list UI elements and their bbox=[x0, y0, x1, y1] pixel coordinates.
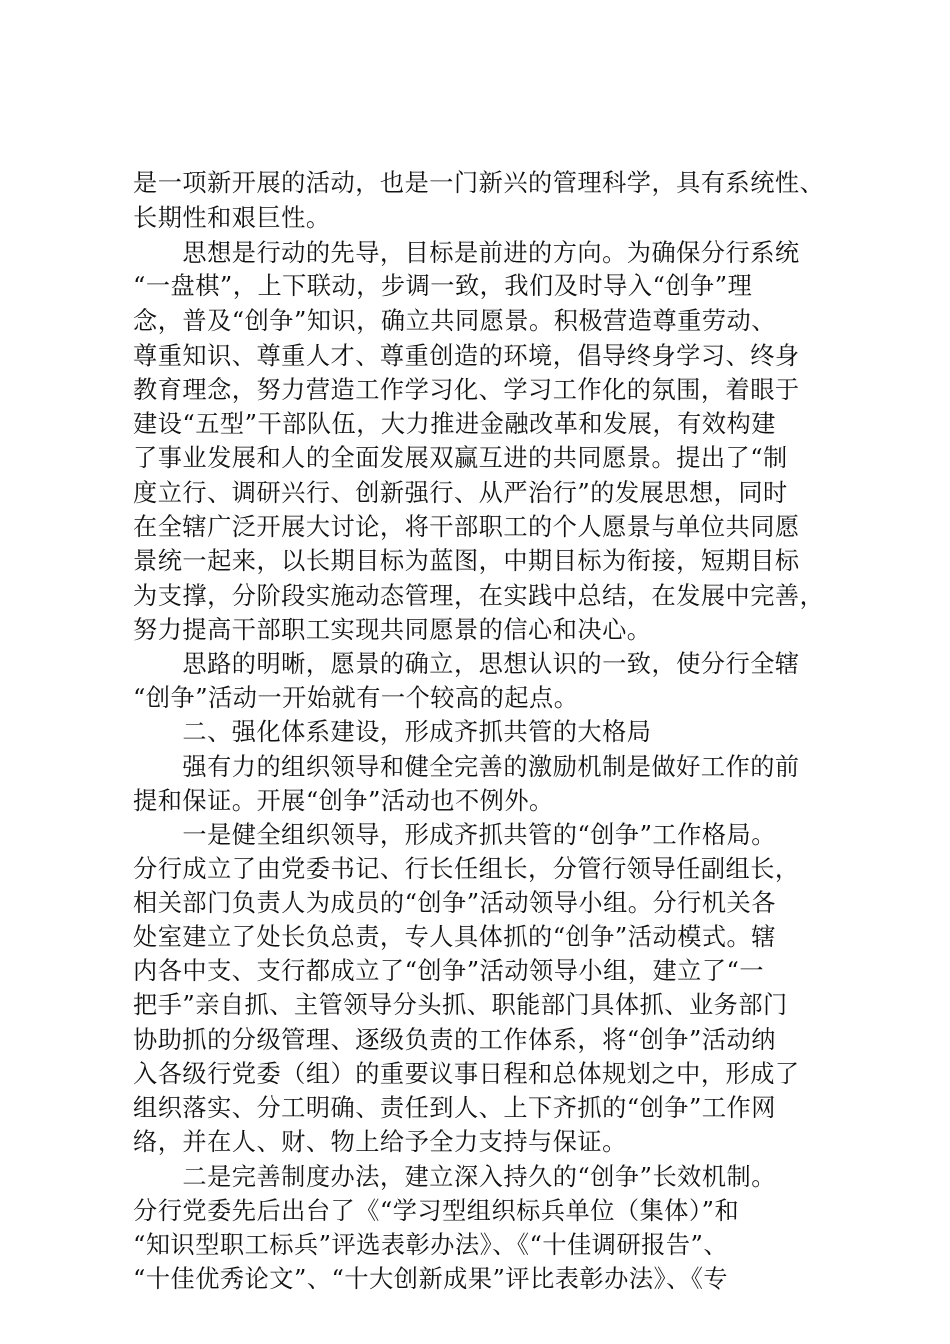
text-line: 长期性和艰巨性。 bbox=[133, 204, 331, 232]
text-line: 为支撑，分阶段实施动态管理，在实践中总结，在发展中完善， bbox=[133, 582, 825, 610]
text-line: “知识型职工标兵”评选表彰办法》、《“十佳调研报告”、 bbox=[133, 1231, 729, 1259]
text-line: 景统一起来，以长期目标为蓝图，中期目标为衔接，短期目标 bbox=[133, 547, 800, 575]
text-line: 了事业发展和人的全面发展双赢互进的共同愿景。提出了“制 bbox=[133, 444, 788, 472]
text-line: 是一项新开展的活动，也是一门新兴的管理科学，具有系统性、 bbox=[133, 169, 825, 197]
text-line: “一盘棋”，上下联动，步调一致，我们及时导入“创争”理 bbox=[133, 272, 753, 300]
text-line: 二是完善制度办法，建立深入持久的“创争”长效机制。 bbox=[133, 1163, 776, 1191]
text-line: 把手”亲自抓、主管领导分头抓、职能部门具体抓、业务部门 bbox=[133, 991, 788, 1019]
text-line: 努力提高干部职工实现共同愿景的信心和决心。 bbox=[133, 616, 652, 644]
text-line: “创争”活动一开始就有一个较高的起点。 bbox=[133, 684, 579, 712]
text-line: “十佳优秀论文”、“十大创新成果”评比表彰办法》、《专 bbox=[133, 1265, 729, 1293]
text-line: 建设“五型”干部队伍，大力推进金融改革和发展，有效构建 bbox=[133, 410, 776, 438]
text-line: 络，并在人、财、物上给予全力支持与保证。 bbox=[133, 1128, 627, 1156]
text-line: 组织落实、分工明确、责任到人、上下齐抓的“创争”工作网 bbox=[133, 1094, 776, 1122]
text-line: 一是健全组织领导，形成齐抓共管的“创争”工作格局。 bbox=[133, 821, 776, 849]
text-line: 协助抓的分级管理、逐级负责的工作体系，将“创争”活动纳 bbox=[133, 1026, 776, 1054]
text-line: 分行党委先后出台了《“学习型组织标兵单位（集体）”和 bbox=[133, 1197, 740, 1225]
text-line: 尊重知识、尊重人才、尊重创造的环境，倡导终身学习、终身 bbox=[133, 342, 800, 370]
text-line: 相关部门负责人为成员的“创争”活动领导小组。分行机关各 bbox=[133, 889, 776, 917]
section-heading: 二、强化体系建设，形成齐抓共管的大格局 bbox=[133, 718, 652, 746]
text-line: 分行成立了由党委书记、行长任组长，分管行领导任副组长， bbox=[133, 855, 800, 883]
text-line: 处室建立了处长负总责，专人具体抓的“创争”活动模式。辖 bbox=[133, 923, 776, 951]
text-line: 思路的明晰，愿景的确立，思想认识的一致，使分行全辖 bbox=[133, 650, 800, 678]
text-line: 内各中支、支行都成立了“创争”活动领导小组，建立了“一 bbox=[133, 957, 765, 985]
text-line: 教育理念，努力营造工作学习化、学习工作化的氛围，着眼于 bbox=[133, 376, 800, 404]
text-line: 思想是行动的先导，目标是前进的方向。为确保分行系统 bbox=[133, 239, 800, 267]
text-line: 提和保证。开展“创争”活动也不例外。 bbox=[133, 787, 554, 815]
text-line: 念，普及“创争”知识，确立共同愿景。积极营造尊重劳动、 bbox=[133, 307, 776, 335]
text-line: 度立行、调研兴行、创新强行、从严治行”的发展思想，同时 bbox=[133, 479, 788, 507]
text-line: 在全辖广泛开展大讨论，将干部职工的个人愿景与单位共同愿 bbox=[133, 513, 800, 541]
text-line: 入各级行党委（组）的重要议事日程和总体规划之中，形成了 bbox=[133, 1060, 800, 1088]
text-line: 强有力的组织领导和健全完善的激励机制是做好工作的前 bbox=[133, 753, 800, 781]
